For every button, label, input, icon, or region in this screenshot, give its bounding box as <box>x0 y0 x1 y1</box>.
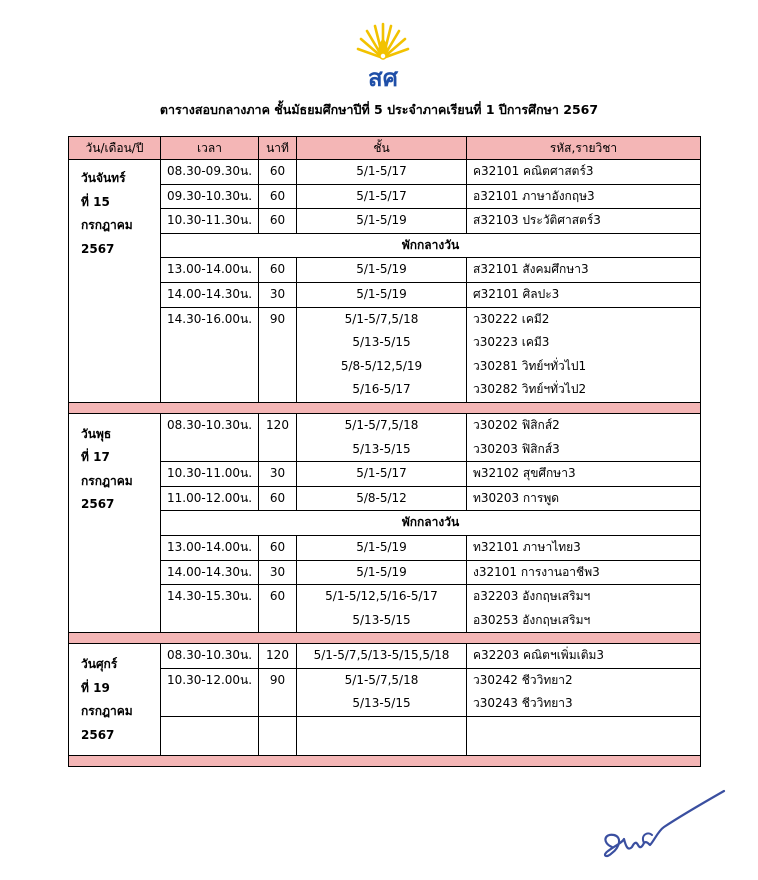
class-range: 5/8-5/12 <box>356 490 407 505</box>
minutes-cell: 90 <box>259 307 297 402</box>
table-footer-row <box>69 756 701 767</box>
lunch-break-label: พักกลางวัน <box>161 511 701 536</box>
subject-cell <box>467 585 701 633</box>
subject-entry: ส32103 ประวัติศาสตร์3 <box>473 213 601 228</box>
subject-entry: ว30203 ฟิสิกส์3 <box>473 441 560 456</box>
class-range: 5/1-5/19 <box>356 213 407 228</box>
table-row <box>69 307 701 402</box>
day-separator <box>69 402 701 413</box>
minutes-cell: 120 <box>259 413 297 461</box>
subject-entry: อ32203 อังกฤษเสริมฯ <box>473 589 591 604</box>
subject-entry: ว30243 ชีววิทยา3 <box>473 696 573 711</box>
day-cell <box>69 160 161 403</box>
empty-cell <box>161 717 259 756</box>
class-cell <box>297 282 467 307</box>
lunch-break-row <box>69 511 701 536</box>
empty-cell <box>259 717 297 756</box>
class-range: 5/1-5/7,5/18 <box>344 311 419 326</box>
time-cell: 08.30-09.30น. <box>161 160 259 185</box>
table-footer-bar <box>69 756 701 767</box>
minutes-cell: 60 <box>259 585 297 633</box>
subject-entry: ว30282 วิทย์ฯทั่วไป2 <box>473 382 587 397</box>
time-cell: 14.30-15.30น. <box>161 585 259 633</box>
day-line: ที่ 19 <box>81 680 110 695</box>
class-cell <box>297 258 467 283</box>
table-row <box>69 462 701 487</box>
subject-cell <box>467 535 701 560</box>
table-row <box>69 209 701 234</box>
subject-entry: พ32102 สุขศึกษา3 <box>473 466 576 481</box>
day-line: 2567 <box>81 727 115 742</box>
time-cell: 10.30-12.00น. <box>161 668 259 716</box>
lunch-break-label: พักกลางวัน <box>161 233 701 258</box>
day-line: กรกฎาคม <box>81 704 133 719</box>
class-range: 5/13-5/15 <box>352 696 411 711</box>
class-range: 5/1-5/19 <box>356 262 407 277</box>
time-cell: 11.00-12.00น. <box>161 486 259 511</box>
class-cell <box>297 462 467 487</box>
subject-entry: ท32101 ภาษาไทย3 <box>473 539 581 554</box>
time-cell: 10.30-11.00น. <box>161 462 259 487</box>
time-cell: 08.30-10.30น. <box>161 644 259 669</box>
subject-entry: ท30203 การพูด <box>473 490 560 505</box>
class-cell <box>297 585 467 633</box>
subject-cell <box>467 560 701 585</box>
table-row <box>69 282 701 307</box>
subject-entry: อ32101 ภาษาอังกฤษ3 <box>473 188 595 203</box>
time-cell: 09.30-10.30น. <box>161 184 259 209</box>
class-cell <box>297 644 467 669</box>
day-cell <box>69 413 161 632</box>
table-row <box>69 160 701 185</box>
class-range: 5/1-5/7,5/18 <box>344 417 419 432</box>
subject-cell <box>467 307 701 402</box>
subject-cell <box>467 282 701 307</box>
class-cell <box>297 184 467 209</box>
class-cell <box>297 307 467 402</box>
class-cell <box>297 209 467 234</box>
time-cell: 14.30-16.00น. <box>161 307 259 402</box>
minutes-cell: 90 <box>259 668 297 716</box>
time-cell: 14.00-14.30น. <box>161 282 259 307</box>
subject-cell <box>467 209 701 234</box>
table-row <box>69 560 701 585</box>
subject-entry: ค32101 คณิตศาสตร์3 <box>473 164 594 178</box>
time-cell: 14.00-14.30น. <box>161 560 259 585</box>
subject-entry: อ30253 อังกฤษเสริมฯ <box>473 612 591 627</box>
class-cell <box>297 486 467 511</box>
day-line: วันศุกร์ <box>81 657 118 672</box>
day-cell <box>69 644 161 756</box>
document-title: ตารางสอบกลางภาค ชั้นมัธยมศึกษาปีที่ 5 ประจำภาคเรียนที่ 1 ปีการศึกษา 2567 <box>159 102 599 117</box>
time-cell: 13.00-14.00น. <box>161 258 259 283</box>
class-range: 5/1-5/19 <box>356 286 407 301</box>
class-range: 5/1-5/17 <box>356 466 407 481</box>
day-line: กรกฎาคม <box>81 218 133 232</box>
table-row <box>69 668 701 716</box>
minutes-cell: 60 <box>259 486 297 511</box>
class-range: 5/8-5/12,5/19 <box>340 358 423 373</box>
time-cell: 13.00-14.00น. <box>161 535 259 560</box>
subject-cell <box>467 668 701 716</box>
subject-entry: ส32101 สังคมศึกษา3 <box>473 262 589 277</box>
subject-cell <box>467 258 701 283</box>
class-cell <box>297 160 467 185</box>
class-range: 5/1-5/17 <box>356 164 407 178</box>
class-cell <box>297 413 467 461</box>
empty-cell <box>467 717 701 756</box>
day-line: 2567 <box>81 241 115 256</box>
subject-entry: ว30281 วิทย์ฯทั่วไป1 <box>473 358 587 373</box>
day-line: วันพุธ <box>81 426 112 441</box>
time-cell: 10.30-11.30น. <box>161 209 259 234</box>
subject-entry: ศ32101 ศิลปะ3 <box>473 286 560 301</box>
day-line: ที่ 17 <box>81 450 110 465</box>
class-range: 5/1-5/19 <box>356 564 407 579</box>
time-cell: 08.30-10.30น. <box>161 413 259 461</box>
exam-schedule-table <box>68 136 701 767</box>
empty-cell <box>297 717 467 756</box>
class-range: 5/1-5/19 <box>356 539 407 554</box>
header-day: วัน/เดือน/ปี <box>69 137 161 160</box>
subject-cell <box>467 184 701 209</box>
header-class: ชั้น <box>297 137 467 160</box>
signature-image <box>600 785 728 867</box>
class-range: 5/13-5/15 <box>352 441 411 456</box>
subject-cell <box>467 486 701 511</box>
minutes-cell: 60 <box>259 160 297 185</box>
minutes-cell: 120 <box>259 644 297 669</box>
subject-entry: ว30222 เคมี2 <box>473 311 550 326</box>
subject-entry: ว30202 ฟิสิกส์2 <box>473 417 560 432</box>
minutes-cell: 30 <box>259 282 297 307</box>
table-row <box>69 258 701 283</box>
table-row-empty <box>69 717 701 756</box>
subject-cell <box>467 644 701 669</box>
class-range: 5/16-5/17 <box>352 382 411 397</box>
class-cell <box>297 668 467 716</box>
class-range: 5/1-5/12,5/16-5/17 <box>325 589 438 604</box>
lunch-break-row <box>69 233 701 258</box>
table-row <box>69 585 701 633</box>
table-row <box>69 535 701 560</box>
class-range: 5/1-5/17 <box>356 188 407 203</box>
school-logo <box>355 20 411 92</box>
minutes-cell: 60 <box>259 184 297 209</box>
table-header-row <box>69 137 701 160</box>
day-line: กรกฎาคม <box>81 473 133 488</box>
minutes-cell: 60 <box>259 535 297 560</box>
class-range: 5/13-5/15 <box>352 335 411 350</box>
day-separator-row <box>69 402 701 413</box>
header-subject: รหัส,รายวิชา <box>467 137 701 160</box>
class-cell <box>297 535 467 560</box>
table-row <box>69 184 701 209</box>
header-minutes: นาที <box>259 137 297 160</box>
minutes-cell: 30 <box>259 462 297 487</box>
minutes-cell: 60 <box>259 209 297 234</box>
day-line: 2567 <box>81 497 115 512</box>
subject-entry: ว30242 ชีววิทยา2 <box>473 672 573 687</box>
day-line: วันจันทร์ <box>81 171 126 185</box>
table-row <box>69 413 701 461</box>
table-row <box>69 644 701 669</box>
class-cell <box>297 560 467 585</box>
day-separator <box>69 633 701 644</box>
class-range: 5/13-5/15 <box>352 612 411 627</box>
day-line: ที่ 15 <box>81 194 110 209</box>
minutes-cell: 60 <box>259 258 297 283</box>
subject-cell <box>467 413 701 461</box>
subject-entry: ง32101 การงานอาชีพ3 <box>473 564 600 579</box>
day-separator-row <box>69 633 701 644</box>
subject-entry: ค32203 คณิตฯเพิ่มเติม3 <box>473 648 605 663</box>
minutes-cell: 30 <box>259 560 297 585</box>
subject-cell <box>467 160 701 185</box>
class-range: 5/1-5/7,5/13-5/15,5/18 <box>313 648 450 663</box>
class-range: 5/1-5/7,5/18 <box>344 672 419 687</box>
subject-entry: ว30223 เคมี3 <box>473 335 550 350</box>
header-time: เวลา <box>161 137 259 160</box>
logo-text: สศ <box>368 64 398 92</box>
table-row <box>69 486 701 511</box>
subject-cell <box>467 462 701 487</box>
